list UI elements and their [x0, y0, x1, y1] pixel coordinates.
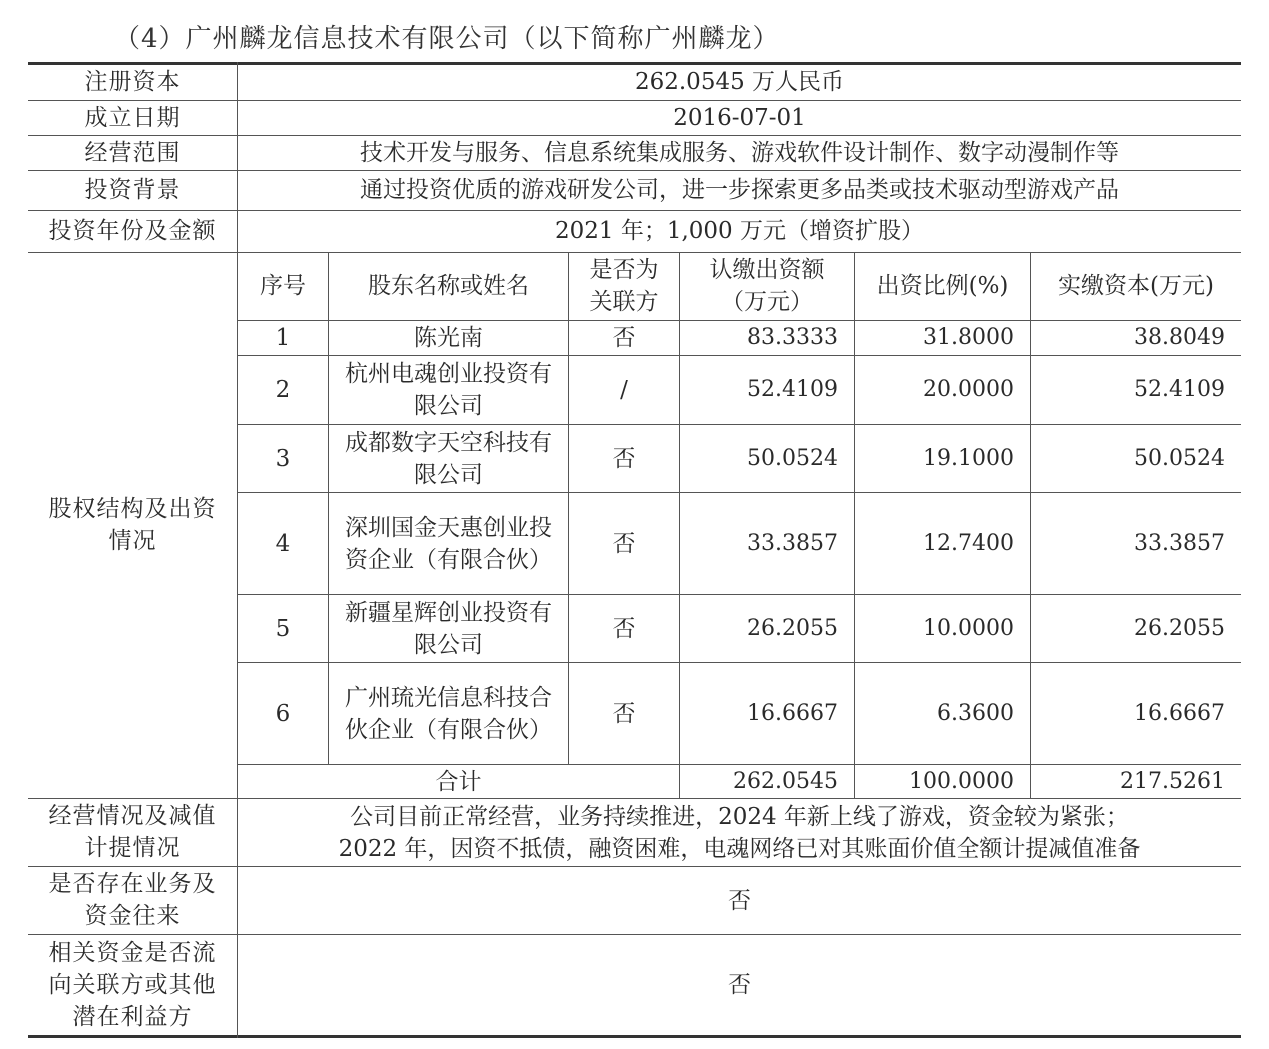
shareholder-subscribed: 16.6667: [747, 700, 838, 726]
label-funds-flow: 相关资金是否流向关联方或其他潜在利益方: [48, 939, 217, 1030]
shareholder-seq: 3: [275, 445, 291, 472]
shareholder-seq: 4: [275, 530, 291, 557]
investment-background-value: 通过投资优质的游戏研发公司，进一步探索更多品类或技术驱动型游戏产品: [360, 177, 1119, 203]
company-info-table: [28, 62, 1241, 1038]
header-subscribed-capital: 认缴出资额（万元）: [709, 257, 825, 315]
table-bottom-border: [28, 1035, 1241, 1038]
funds-flow-value: 否: [728, 972, 751, 998]
label-investment-background: 投资背景: [84, 177, 181, 203]
shareholder-name: 新疆星辉创业投资有限公司: [345, 599, 552, 658]
label-business-dealings: 是否存在业务及资金往来: [48, 871, 217, 929]
shareholder-name: 陈光南: [414, 325, 483, 351]
established-date-value: 2016-07-01: [673, 104, 806, 131]
header-related-party: 是否为关联方: [589, 257, 659, 315]
shareholder-seq: 6: [275, 700, 291, 727]
header-shareholder-name: 股东名称或姓名: [368, 273, 529, 299]
shareholder-seq: 2: [275, 377, 291, 403]
shareholder-ratio: 20.0000: [923, 377, 1014, 402]
shareholder-paid: 52.4109: [1134, 377, 1225, 402]
section-title: （4）广州麟龙信息技术有限公司（以下简称广州麟龙）: [114, 24, 780, 54]
header-ratio: 出资比例(%): [876, 273, 1009, 299]
shareholder-paid: 26.2055: [1134, 615, 1225, 641]
shareholder-name: 深圳国金天惠创业投资企业（有限合伙）: [345, 514, 552, 573]
business-scope-value: 技术开发与服务、信息系统集成服务、游戏软件设计制作、数字动漫制作等: [360, 139, 1119, 166]
label-equity-structure: 股权结构及出资情况: [48, 496, 217, 554]
shareholder-name: 成都数字天空科技有限公司: [345, 429, 552, 488]
shareholder-subscribed: 50.0524: [747, 445, 838, 471]
shareholder-paid: 50.0524: [1134, 445, 1225, 471]
shareholder-paid: 16.6667: [1134, 700, 1225, 726]
header-seq: 序号: [260, 273, 306, 299]
operation-line-1: 公司目前正常经营，业务持续推进，2024 年新上线了游戏，资金较为紧张；: [350, 803, 1129, 830]
operation-line-2: 2022 年，因资不抵债，融资困难，电魂网络已对其账面价值全额计提减值准备: [338, 835, 1141, 862]
shareholder-paid: 33.3857: [1134, 530, 1225, 556]
shareholder-ratio: 6.3600: [937, 700, 1014, 726]
investment-year-amount-value: 2021 年；1,000 万元（增资扩股）: [555, 218, 924, 244]
shareholder-ratio: 12.7400: [923, 530, 1014, 556]
label-investment-year-amount: 投资年份及金额: [48, 218, 217, 244]
label-established-date: 成立日期: [84, 104, 181, 131]
shareholder-related: 否: [612, 700, 636, 727]
shareholder-ratio: 10.0000: [923, 615, 1014, 641]
label-operation-impairment: 经营情况及减值计提情况: [48, 803, 217, 861]
shareholder-subscribed: 52.4109: [747, 377, 838, 402]
label-business-scope: 经营范围: [84, 139, 181, 166]
shareholder-related: 否: [612, 530, 636, 557]
shareholder-ratio: 31.8000: [923, 325, 1014, 350]
shareholder-related: /: [620, 377, 628, 403]
total-subscribed: 262.0545: [733, 768, 838, 794]
shareholder-paid: 38.8049: [1134, 325, 1225, 350]
operation-impairment-value: [238, 799, 1241, 866]
shareholder-name: 广州琉光信息科技合伙企业（有限合伙）: [345, 684, 552, 743]
total-label: 合计: [435, 768, 482, 795]
total-paid: 217.5261: [1120, 768, 1225, 794]
label-registered-capital: 注册资本: [84, 69, 181, 95]
shareholder-seq: 1: [275, 325, 291, 351]
business-dealings-value: 否: [728, 887, 751, 914]
registered-capital-value: 262.0545 万人民币: [634, 69, 845, 95]
header-paid-capital: 实缴资本(万元): [1058, 273, 1214, 299]
shareholder-subscribed: 26.2055: [747, 615, 838, 641]
shareholder-related: 否: [612, 445, 636, 472]
total-ratio: 100.0000: [909, 768, 1014, 794]
shareholder-subscribed: 33.3857: [747, 530, 838, 556]
shareholder-name: 杭州电魂创业投资有限公司: [345, 361, 552, 419]
shareholder-subscribed: 83.3333: [747, 325, 838, 350]
shareholder-related: 否: [612, 615, 636, 642]
shareholder-related: 否: [612, 325, 636, 351]
shareholder-seq: 5: [275, 615, 291, 642]
shareholder-ratio: 19.1000: [923, 445, 1014, 471]
